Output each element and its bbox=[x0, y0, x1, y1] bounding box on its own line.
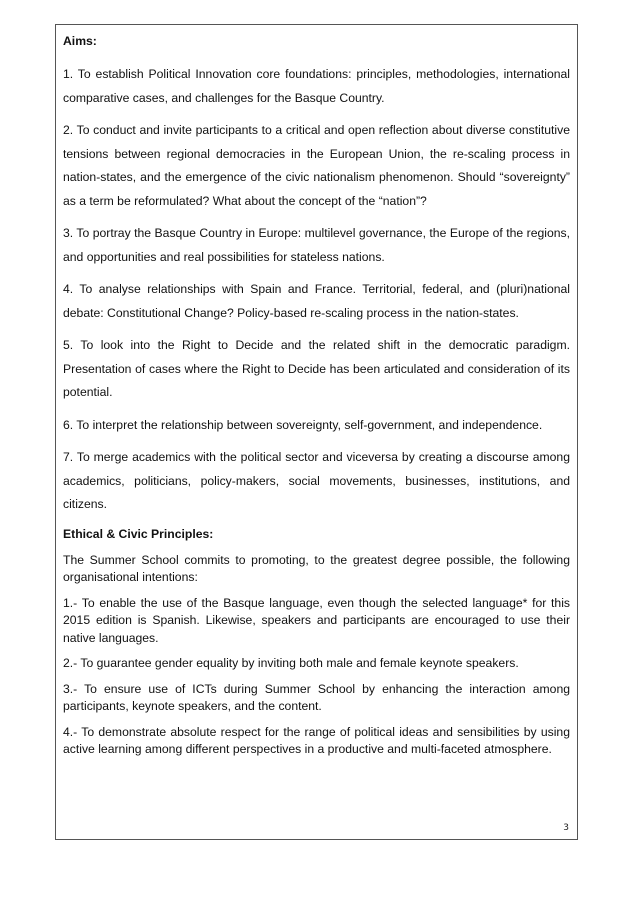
aims-heading: Aims: bbox=[63, 34, 97, 48]
principle-item-3: 3.- To ensure use of ICTs during Summer School by enhancing the interaction among participants, keynote speakers, and the content. bbox=[63, 681, 570, 713]
aim-item-5: 5. To look into the Right to Decide and the related shift in the democratic paradigm. Presentation of cases where the Right to Decide has been articulated and consideration of its potential. bbox=[63, 338, 570, 399]
ethics-intro: The Summer School commits to promoting, to the greatest degree possible, the following organisational intentions: bbox=[63, 552, 570, 584]
page-number: 3 bbox=[563, 823, 569, 833]
aim-item-1: 1. To establish Political Innovation core foundations: principles, methodologies, international comparative cases, and challenges for the Basque Country. bbox=[63, 67, 570, 105]
aim-item-7: 7. To merge academics with the political sector and viceversa by creating a discourse among academics, politicians, policy-makers, social movements, businesses, institutions, and citizens. bbox=[63, 450, 570, 511]
aim-item-6: 6. To interpret the relationship between sovereignty, self-government, and independence. bbox=[63, 417, 543, 432]
aim-item-3: 3. To portray the Basque Country in Europe: multilevel governance, the Europe of the regions, and opportunities and real possibilities for stateless nations. bbox=[63, 226, 570, 264]
document-page bbox=[55, 24, 578, 840]
principle-item-1: 1.- To enable the use of the Basque language, even though the selected language* for this 2015 edition is Spanish. Likewise, speakers and participants are encouraged to use their native languages. bbox=[63, 595, 570, 645]
ethics-heading: Ethical & Civic Principles: bbox=[63, 526, 214, 541]
principle-item-2: 2.- To guarantee gender equality by inviting both male and female keynote speakers. bbox=[63, 656, 519, 670]
aim-item-2: 2. To conduct and invite participants to a critical and open reflection about diverse constitutive tensions between regional democracies in the European Union, the re-scaling process in nation-states, and the emergence of the civic nationalism phenomenon. Should “sovereignty” as a term be reformulated? What about the concept of the “nation”? bbox=[63, 123, 570, 208]
aim-item-4: 4. To analyse relationships with Spain and France. Territorial, federal, and (pluri)national debate: Constitutional Change? Policy-based re-scaling process in the nation-states. bbox=[63, 282, 570, 320]
principle-item-4: 4.- To demonstrate absolute respect for the range of political ideas and sensibilities by using active learning among different perspectives in a productive and multi-faceted atmosphere. bbox=[63, 724, 570, 756]
